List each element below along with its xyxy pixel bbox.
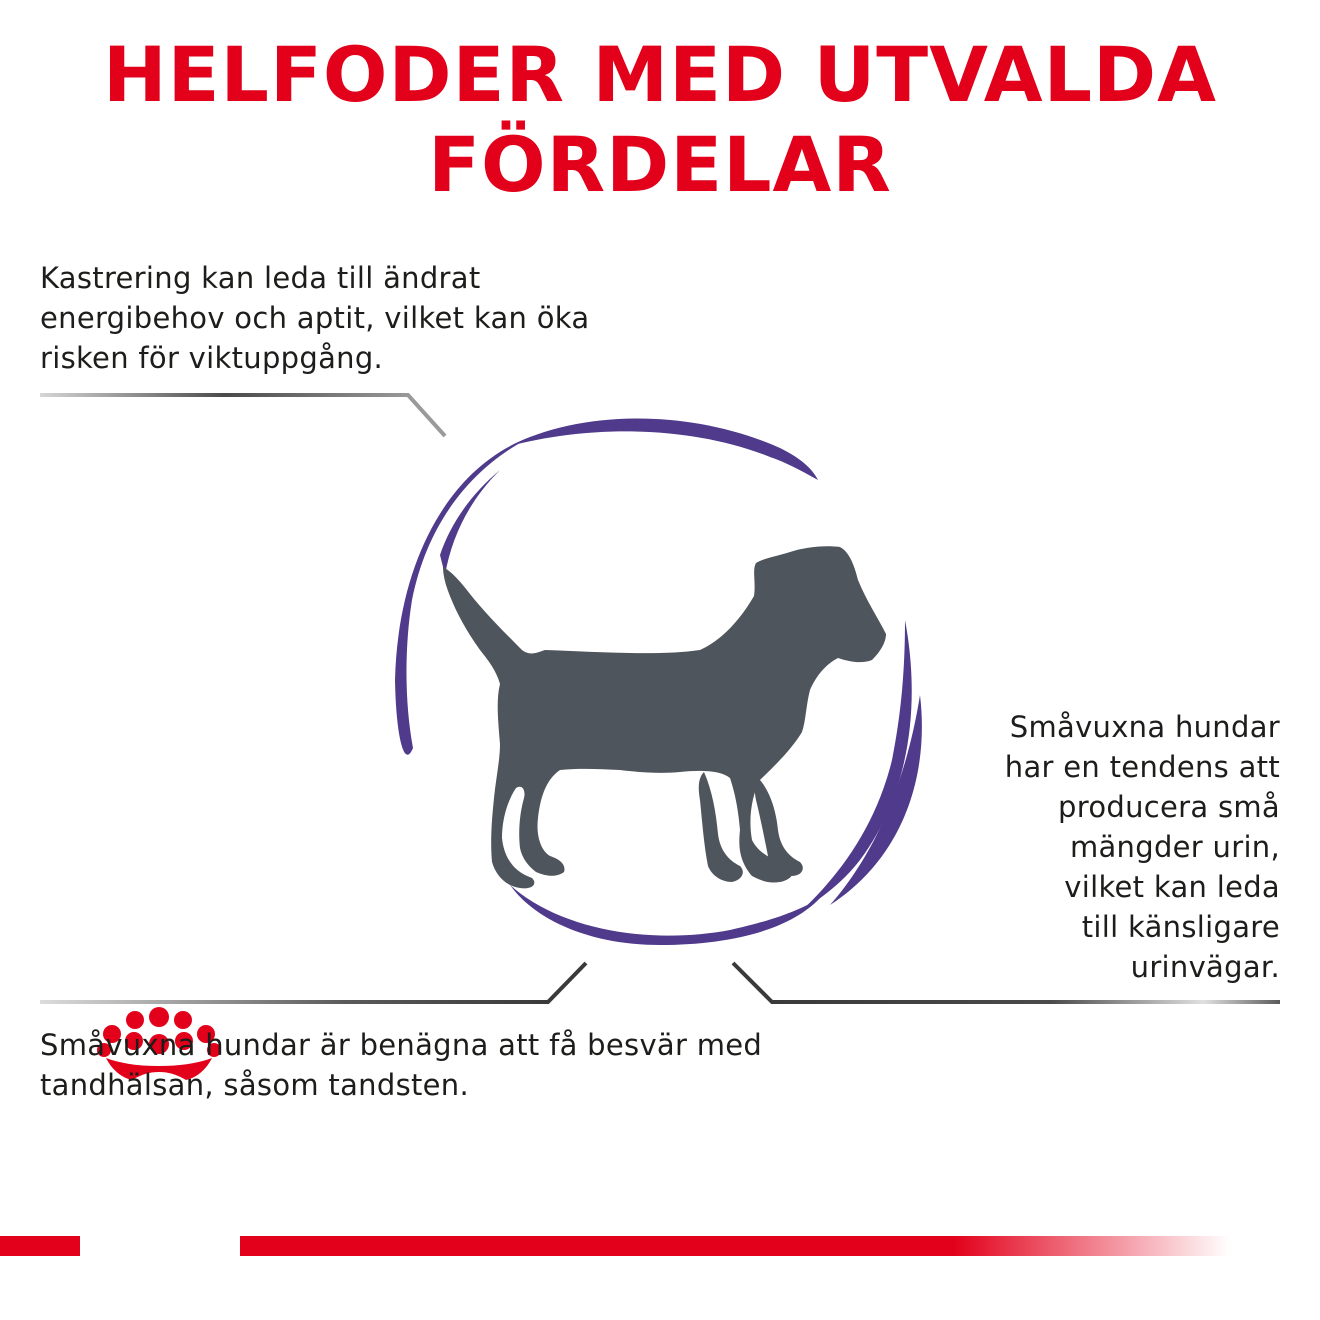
callout-neutered-line-2: energibehov och aptit, vilket kan öka	[40, 301, 590, 335]
callout-dental-line-2: tandhälsan, såsom tandsten.	[40, 1068, 469, 1102]
callout-urinary-line-2: har en tendens att	[1004, 750, 1280, 784]
callout-dental	[40, 1025, 762, 1105]
page-title-line-2: FÖRDELAR	[428, 120, 892, 209]
callout-urinary-line-3: producera små	[1058, 790, 1280, 824]
callout-urinary-line-4: mängder urin,	[1069, 830, 1280, 864]
callout-urinary-line-7: urinvägar.	[1130, 950, 1280, 984]
callout-neutered-line-3: risken för viktuppgång.	[40, 341, 384, 375]
connector-top-left	[40, 395, 445, 436]
callout-urinary	[1005, 707, 1280, 987]
dog-silhouette-icon	[443, 546, 886, 888]
callout-urinary-line-1: Småvuxna hundar	[1009, 710, 1280, 744]
connector-bottom-left	[40, 963, 586, 1002]
brand-bar	[0, 1236, 1230, 1256]
page-title-line-1: HELFODER MED UTVALDA	[103, 30, 1217, 119]
callout-dental-line-1: Småvuxna hundar är benägna att få besvär med	[40, 1028, 763, 1062]
callout-neutered	[40, 258, 589, 378]
callout-urinary-line-6: till känsligare	[1081, 910, 1280, 944]
callout-urinary-line-5: vilket kan leda	[1064, 870, 1280, 904]
callout-neutered-line-1: Kastrering kan leda till ändrat	[40, 261, 481, 295]
